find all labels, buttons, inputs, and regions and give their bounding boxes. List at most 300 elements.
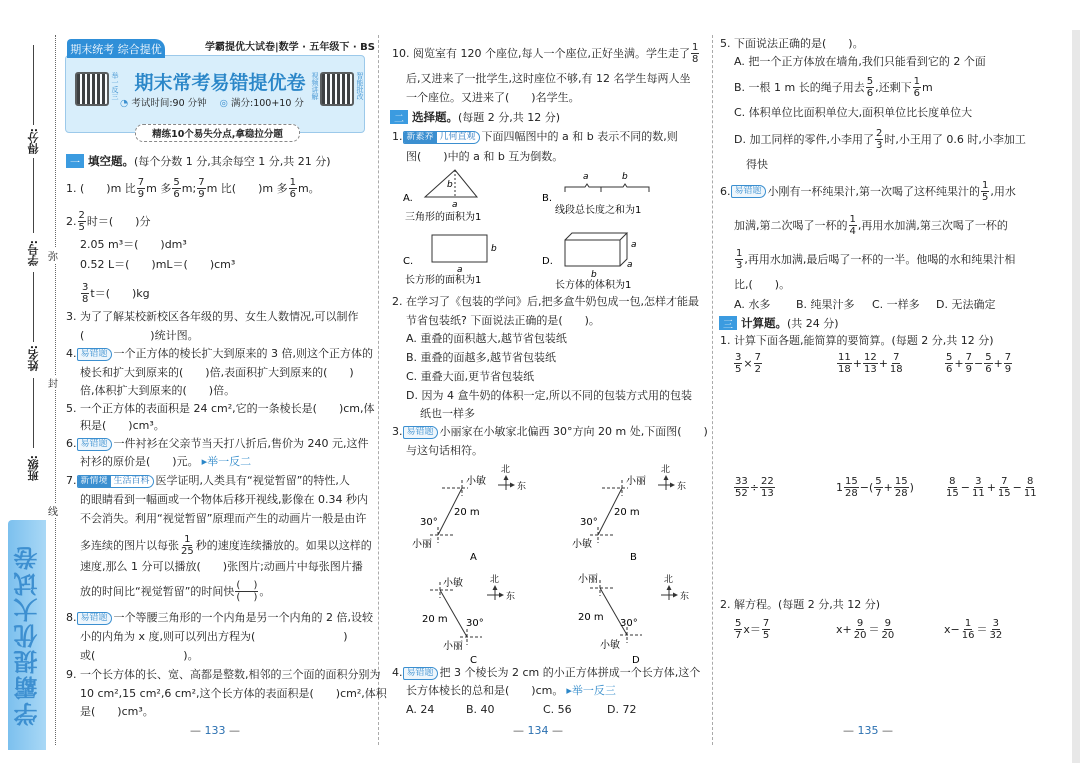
badge-category: 新素养 (404, 132, 437, 143)
fraction (981, 180, 989, 203)
text: 3. 为了了解某校新校区各年级的男、女生人数情况,可以制作 (66, 310, 359, 323)
angle-label: 30° (620, 618, 638, 629)
place-label: 小敏 (443, 578, 463, 589)
choice-option: C. 一样多 (872, 298, 920, 311)
exam-type-tab: 期末统考 综合提优 (67, 39, 165, 58)
question-line (80, 512, 366, 526)
numerator: 33 (735, 476, 748, 487)
question-line (720, 37, 864, 51)
figure-option-label: C (470, 655, 477, 665)
numerator: 9 (856, 618, 864, 629)
numerator: 3 (975, 476, 982, 487)
text: m。 (297, 181, 320, 195)
book-series: 学霸提优大试卷|数学 · 五年级下 · BS (205, 42, 375, 53)
denominator: 5 (982, 192, 989, 203)
fraction (875, 128, 883, 151)
numerator: 1 (736, 248, 743, 259)
seal-char: 封 (48, 375, 58, 390)
denominator: 9 (1004, 364, 1012, 375)
figure-caption: 长方形的面积为1 (405, 275, 482, 286)
text: 倍,体积扩大到原来的( )倍。 (80, 384, 236, 397)
text: ÷ (749, 480, 759, 494)
fraction (945, 476, 960, 499)
fraction (945, 352, 953, 375)
question-line (720, 180, 1016, 203)
text: 2.05 m³＝( )dm³ (80, 238, 187, 251)
denominator: 13 (760, 488, 774, 499)
text: 1 (836, 480, 843, 494)
denominator: 11 (1023, 488, 1037, 499)
denominator: 52 (735, 488, 748, 499)
text: x+ (836, 622, 852, 636)
fraction (734, 352, 742, 375)
denominator: 18 (838, 364, 851, 375)
numerator: 5 (735, 618, 742, 629)
question-line (734, 55, 986, 69)
qr-caption: 视频讲解 (311, 72, 319, 100)
choice-option: C. 56 (543, 703, 572, 716)
numerator: 5 (866, 76, 874, 87)
option-label: B. (542, 193, 553, 204)
text: 一件衬衫在父亲节当天打八折后,售价为 240 元,这件 (113, 437, 369, 450)
question-line (80, 493, 368, 507)
text: 1. 计算下面各题,能简算的要简算。(每题 2 分,共 12 分) (720, 334, 994, 347)
q1-figures (395, 165, 695, 290)
fraction (691, 42, 699, 65)
arrow-icon: ▸ (201, 455, 208, 468)
denominator: 2 (754, 364, 761, 375)
numerator: 2 (875, 128, 883, 139)
text: 一个座位。又进来了( )名学生。 (406, 91, 580, 104)
text: −( (859, 480, 874, 494)
text: 9. 一个长方体的长、宽、高都是整数,相邻的三个面的面积分别为 (66, 668, 381, 681)
text: x− (944, 622, 960, 636)
text: B. 一根 1 m 长的绳子用去 (734, 80, 865, 94)
denominator: 8 (691, 54, 699, 65)
clock-icon: ◔ (120, 98, 129, 109)
question-line (406, 444, 483, 458)
topic-badge (77, 475, 154, 488)
text: 加满,第二次喝了一杯的 (734, 218, 848, 232)
east-label: 东 (677, 482, 687, 492)
section-note: (共 24 分) (787, 317, 839, 330)
var-label: b (622, 172, 628, 182)
fraction (754, 352, 762, 375)
topic-badge (403, 131, 480, 144)
section-header-choice (390, 109, 560, 125)
question-line (746, 158, 768, 172)
difficulty-badge: 易错题 (731, 185, 766, 198)
north-label: 北 (664, 575, 674, 585)
text: 6. (66, 437, 77, 450)
practice-link[interactable] (202, 455, 252, 469)
numerator: 7 (893, 352, 900, 363)
text: 4. (392, 666, 403, 679)
question-line (406, 684, 616, 698)
question-line (392, 666, 700, 680)
exam-info (120, 95, 304, 109)
numerator: 7 (1004, 352, 1012, 363)
distance-label: 20 m (578, 612, 604, 623)
figure-caption: 线段总长度之和为1 (555, 205, 642, 216)
difficulty-badge: 易错题 (403, 667, 438, 680)
text: A. 把一个正方体放在墙角,我们只能看到它的 2 个面 (734, 55, 986, 68)
blank-line (33, 158, 34, 233)
text: m (922, 80, 933, 94)
section-note: (每题 2 分,共 12 分) (458, 111, 561, 124)
text: 一个等腰三角形的一个内角是另一个内角的 2 倍,设较 (113, 611, 374, 624)
question-line (66, 668, 381, 682)
question-line (80, 419, 165, 433)
text: ) (909, 480, 914, 494)
question-line (392, 130, 678, 144)
calc-expression (944, 476, 1039, 499)
section-number: 二 (390, 110, 408, 124)
figure-segments (542, 172, 649, 216)
fraction (837, 352, 852, 375)
text: 4. (66, 347, 77, 360)
question-line (80, 238, 187, 252)
seal-char: 弥 (48, 248, 58, 263)
question-line (80, 455, 251, 469)
north-label: 北 (501, 465, 511, 475)
text: + (986, 480, 996, 494)
fraction (235, 580, 258, 603)
denominator: 6 (913, 88, 920, 99)
denominator: 8 (82, 294, 89, 305)
numerator: 1 (913, 76, 920, 87)
numerator: 9 (884, 618, 892, 629)
direction-figure-b (572, 463, 686, 563)
qr-code-icon (320, 72, 354, 106)
numerator: 7 (1001, 476, 1008, 487)
question-line (392, 425, 708, 439)
denominator: 7 (875, 488, 882, 499)
numerator: 7 (762, 618, 770, 629)
numerator: 1 (964, 618, 972, 629)
difficulty-badge: 易错题 (403, 426, 438, 439)
text: ＝ (868, 622, 880, 636)
column-divider (378, 35, 379, 745)
denominator: 6 (985, 364, 992, 375)
text: 速度,那么 1 分可以播放( )张图片;动画片中每张图片播 (80, 560, 363, 573)
question-line (734, 76, 933, 99)
question-line (66, 474, 350, 488)
east-label: 东 (506, 592, 516, 602)
numerator: 3 (735, 352, 742, 363)
difficulty-badge: 易错题 (77, 438, 112, 451)
text: 长方体棱长的总和是( )cm。 (406, 684, 564, 697)
text: 多连续的图片以每张 (80, 538, 179, 552)
text: 是( )cm³。 (80, 705, 154, 718)
denominator: 25 (181, 546, 194, 557)
exam-score: 满分:100+10 分 (231, 98, 304, 109)
question-line (406, 332, 567, 346)
blank-line (33, 272, 34, 342)
arrow-icon: ▸ (566, 684, 572, 697)
question-line (80, 258, 235, 272)
text: m 多 (146, 181, 172, 195)
fraction (734, 476, 749, 499)
text: 2. (66, 214, 77, 228)
numerator: 15 (894, 476, 908, 487)
equation (944, 618, 1004, 641)
var-label: b (591, 270, 597, 280)
choice-option: A. 水多 (734, 298, 771, 311)
numerator: 5 (173, 177, 180, 188)
seal-line (55, 35, 56, 745)
text: 5. 一个正方体的表面积是 24 cm²,它的一条棱长是( )cm,体 (66, 402, 375, 415)
question-line (406, 389, 692, 403)
denominator: 15 (946, 488, 959, 499)
text: 得快 (746, 158, 768, 171)
question-line (406, 72, 690, 86)
text: D. 因为 4 盒牛奶的体积一定,所以不同的包装方式用的包装 (406, 389, 692, 402)
qr-caption: 举一反三 (111, 72, 119, 100)
question-line (80, 580, 270, 603)
place-label: 小敏 (600, 640, 620, 651)
text: + (954, 356, 964, 370)
figure-option-label: D (632, 655, 640, 665)
calc-expression (836, 476, 914, 499)
fraction (866, 76, 874, 99)
question-line (66, 611, 373, 625)
denominator: 9 (137, 189, 145, 200)
angle-label: 30° (580, 517, 598, 528)
text: 2. 解方程。(每题 2 分,共 12 分) (720, 598, 881, 611)
text: 。 (259, 584, 271, 598)
calc-expression (944, 352, 1013, 375)
section-title: 填空题。 (88, 154, 134, 168)
text: ( )统计图。 (80, 329, 199, 342)
denominator: 15 (997, 488, 1011, 499)
direction-figure-a (412, 463, 526, 563)
text: 小丽家在小敏家北偏西 30°方向 20 m 处,下面图( ) (439, 425, 708, 438)
question-line (80, 649, 199, 663)
text: 6. (720, 184, 731, 198)
equation (733, 618, 771, 641)
angle-label: 30° (466, 618, 484, 629)
var-label: a (583, 172, 589, 182)
page-number: — 135 — (843, 724, 893, 737)
page-number: — 133 — (190, 724, 240, 737)
fraction (965, 352, 973, 375)
fraction (984, 352, 992, 375)
student-id-label: 学号: (27, 240, 40, 267)
question-line (80, 560, 363, 574)
question-line (392, 295, 699, 309)
text: 下面四幅图中的 a 和 b 表示不同的数,则 (481, 130, 678, 143)
denominator: 9 (198, 189, 205, 200)
exam-title: 期末常考易错提优卷 (134, 72, 306, 94)
difficulty-badge: 易错题 (77, 348, 112, 361)
numerator: 15 (845, 476, 858, 487)
fraction (874, 476, 882, 499)
difficulty-badge: 易错题 (77, 612, 112, 625)
numerator: 11 (838, 352, 851, 363)
text: ＝ (976, 622, 988, 636)
question-line (734, 278, 790, 292)
badge-category: 新情境 (78, 476, 111, 487)
fraction (81, 282, 89, 305)
denominator: 5 (762, 630, 770, 641)
place-label: 小敏 (572, 539, 592, 550)
figure-rectangle (403, 235, 497, 286)
calc-expression (733, 352, 763, 375)
north-label: 北 (661, 465, 671, 475)
fraction (289, 177, 297, 200)
fraction (735, 248, 743, 271)
text: 1. (392, 130, 403, 143)
place-label: 小丽 (578, 574, 598, 585)
section-title: 计算题。 (741, 316, 787, 330)
question-line (734, 106, 972, 120)
numerator: 5 (946, 352, 953, 363)
denominator: 28 (894, 488, 908, 499)
text: 一个正方体的棱长扩大到原来的 3 倍,则这个正方体的 (113, 347, 374, 360)
numerator: 12 (863, 352, 877, 363)
figure-caption: 三角形的面积为1 (405, 212, 482, 223)
column-divider (712, 35, 713, 745)
numerator: 5 (875, 476, 882, 487)
practice-link[interactable] (566, 684, 616, 698)
text: 小刚有一杯纯果汁,第一次喝了这杯纯果汁的 (767, 184, 981, 198)
text: t＝( )kg (90, 286, 150, 300)
text: 的眼睛看到一幅画或一个物体后移开视线,影像在 0.34 秒内 (80, 493, 368, 506)
fraction (760, 476, 775, 499)
denominator: 20 (853, 630, 867, 641)
text: B. 重叠的面越多,越节省包装纸 (406, 351, 557, 364)
denominator: 28 (845, 488, 858, 499)
text: x＝ (743, 622, 761, 636)
text: ,还剩下 (875, 80, 912, 94)
text: 节省包装纸? 下面说法正确的是( )。 (406, 314, 600, 327)
figure-option-label: A (470, 552, 477, 563)
practice-link-label[interactable]: 举一反三 (571, 684, 616, 697)
fraction (172, 177, 180, 200)
text: 7. (66, 474, 77, 487)
choice-option: B. 40 (466, 703, 495, 716)
text: 衬衫的原价是( )元。 (80, 455, 199, 468)
question-line (406, 370, 534, 384)
question-line (420, 407, 475, 421)
choice-option: D. 72 (607, 703, 637, 716)
brand-text: 学霸提优大试卷 (12, 544, 42, 726)
fraction (137, 177, 145, 200)
numerator: 3 (992, 618, 1000, 629)
denominator: 7 (735, 630, 742, 641)
denominator: 6 (173, 189, 180, 200)
text: 10 cm²,15 cm²,6 cm²,这个长方体的表面积是( )cm²,体积 (80, 687, 387, 700)
section-header-calculation (719, 315, 839, 331)
text: 10. 阅览室有 120 个座位,每人一个座位,正好坐满。学生走了 (392, 46, 690, 60)
text: C. 重叠大面,更节省包装纸 (406, 370, 535, 383)
question-line (392, 42, 700, 65)
fraction (988, 618, 1003, 641)
denominator: 5 (735, 364, 742, 375)
denominator: 6 (866, 88, 874, 99)
text: + (993, 356, 1003, 370)
text: + (878, 356, 888, 370)
fraction (1023, 476, 1038, 499)
var-label: a (631, 240, 637, 250)
text: 2. 在学习了《包装的学问》后,把多盒牛奶包成一包,怎样才能最 (392, 295, 699, 308)
question-line (80, 329, 199, 343)
fraction (997, 476, 1012, 499)
numerator: 5 (985, 352, 992, 363)
question-line (66, 210, 150, 233)
text: − (973, 356, 984, 370)
direction-figure-c (422, 573, 515, 665)
var-label: b (447, 180, 453, 190)
slogan-pill: 精练10个易失分点,拿稳拉分题 (135, 124, 300, 142)
numerator: 7 (198, 177, 205, 188)
choice-option: A. 24 (406, 703, 435, 716)
numerator: 1 (691, 42, 699, 53)
denominator: 5 (78, 222, 85, 233)
class-label: 班级: (27, 455, 40, 482)
text: A. 重叠的面积越大,越节省包装纸 (406, 332, 567, 345)
question-line (66, 347, 373, 361)
denominator: 32 (989, 630, 1003, 641)
practice-link-label[interactable]: 举一反二 (207, 455, 252, 468)
text: 小的内角为 x 度,则可以列出方程为( ) (80, 630, 348, 643)
section-title: 选择题。 (412, 110, 458, 124)
question-line (66, 177, 320, 200)
calc-expression (836, 352, 905, 375)
question-line (406, 150, 563, 164)
option-label: D. (542, 256, 553, 267)
text: 0.52 L＝( )mL＝( )cm³ (80, 258, 236, 271)
text: − (1012, 480, 1022, 494)
question-line (80, 534, 372, 557)
question-line (734, 248, 1015, 271)
equation (836, 618, 896, 641)
var-label: a (627, 260, 633, 270)
brand-strip (8, 520, 46, 750)
denominator: 16 (961, 630, 975, 641)
blank-line (33, 45, 34, 125)
question-line (66, 437, 369, 451)
numerator: 1 (982, 180, 989, 191)
text: 比,( )。 (734, 278, 791, 291)
fraction (78, 210, 86, 233)
option-label: C. (403, 256, 414, 267)
name-label: 姓名: (27, 345, 40, 372)
text: 图( )中的 a 和 b 互为倒数。 (406, 150, 564, 163)
text: ,再用水加满,最后喝了一杯的一半。他喝的水和纯果汁相 (744, 252, 1016, 266)
text: C. 体积单位比面积单位大,面积单位比长度单位大 (734, 106, 973, 119)
east-label: 东 (517, 482, 527, 492)
text: D. 加工同样的零件,小李用了 (734, 132, 874, 146)
numerator: 1 (184, 534, 191, 545)
text: 纸也一样多 (420, 407, 475, 420)
question-line (734, 128, 1026, 151)
section-note: (每个分数 1 分,其余每空 1 分,共 21 分) (134, 155, 331, 168)
text: + (852, 356, 862, 370)
distance-label: 20 m (614, 507, 640, 518)
question-line (80, 366, 354, 380)
question-line (80, 705, 154, 719)
text: 把 3 个棱长为 2 cm 的小正方体拼成一个长方体,这个 (439, 666, 701, 679)
place-label: 小丽 (443, 641, 463, 652)
q3-direction-figures (410, 460, 700, 665)
text: 棱长和扩大到原来的( )倍,表面积扩大到原来的( ) (80, 366, 354, 379)
fraction (971, 476, 986, 499)
denominator: ( ) (236, 592, 258, 603)
denominator: 18 (889, 364, 903, 375)
denominator: 6 (946, 364, 953, 375)
